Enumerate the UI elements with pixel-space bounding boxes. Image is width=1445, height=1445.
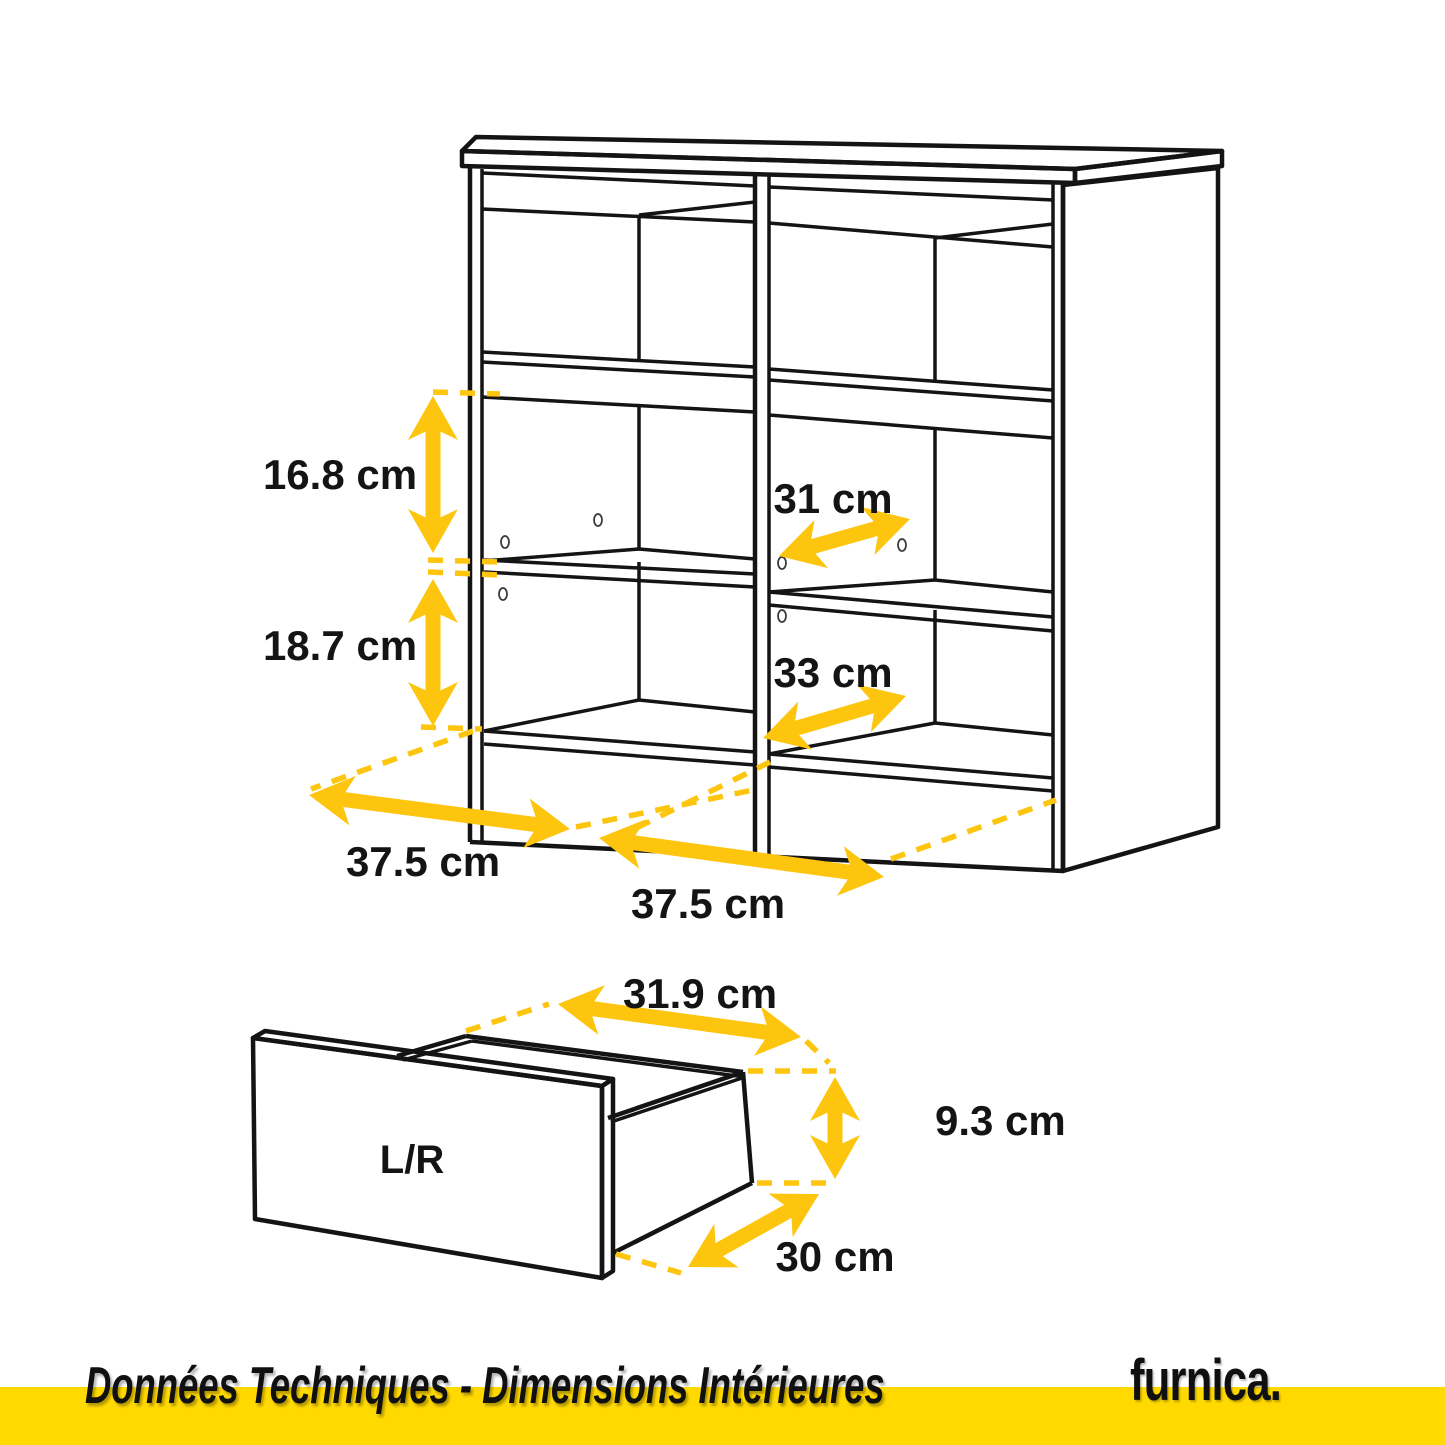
dimension-leader-dashed <box>806 1041 829 1063</box>
arrow-shaft <box>786 703 883 731</box>
shelf-pin-hole <box>778 610 786 622</box>
dimension-leader-dashed <box>421 727 482 729</box>
dimension-leader-dashed <box>576 790 753 827</box>
shelf-pin-hole <box>594 514 602 526</box>
arrow-shaft <box>802 526 887 550</box>
shelf-pin-hole <box>499 588 507 600</box>
shelf-pin-hole <box>898 539 906 551</box>
drawer-drawing <box>253 1031 752 1278</box>
dim-label-upper-height: 16.8 cm <box>262 451 418 498</box>
dim-label-drawer-width: 31.9 cm <box>622 970 778 1017</box>
dim-label-lower-height: 18.7 cm <box>262 622 418 669</box>
dim-label-drawer-height: 9.3 cm <box>935 1097 1066 1144</box>
cabinet-right-panel <box>1063 168 1218 871</box>
dim-label-right-width: 37.5 cm <box>630 880 786 927</box>
dimension-leader-dashed <box>891 800 1056 859</box>
dimension-leader-dashed <box>311 731 473 789</box>
arrow-shaft <box>333 798 546 826</box>
footer-title: Données Techniques - Dimensions Intérieures <box>85 1357 885 1415</box>
shelf-pin-hole <box>501 536 509 548</box>
dimension-leader-dashed <box>428 560 500 562</box>
dimension-leader-dashed <box>616 1254 681 1273</box>
dim-label-lower-depth: 33 cm <box>773 649 893 696</box>
dim-label-upper-depth: 31 cm <box>773 475 893 522</box>
dim-label-drawer-depth: 30 cm <box>775 1233 895 1280</box>
shelf-pin-hole <box>778 557 786 569</box>
dimension-leader-dashed <box>428 572 500 575</box>
dimension-leader-dashed <box>466 1004 549 1031</box>
drawer-front-label: L/R <box>379 1138 445 1182</box>
brand-logo: furnica. <box>1130 1348 1282 1413</box>
dimension-arrow <box>810 1077 860 1179</box>
dim-label-left-width: 37.5 cm <box>345 838 501 885</box>
dimension-leader-dashed <box>433 392 500 394</box>
cabinet-top-right-face <box>1075 151 1222 183</box>
